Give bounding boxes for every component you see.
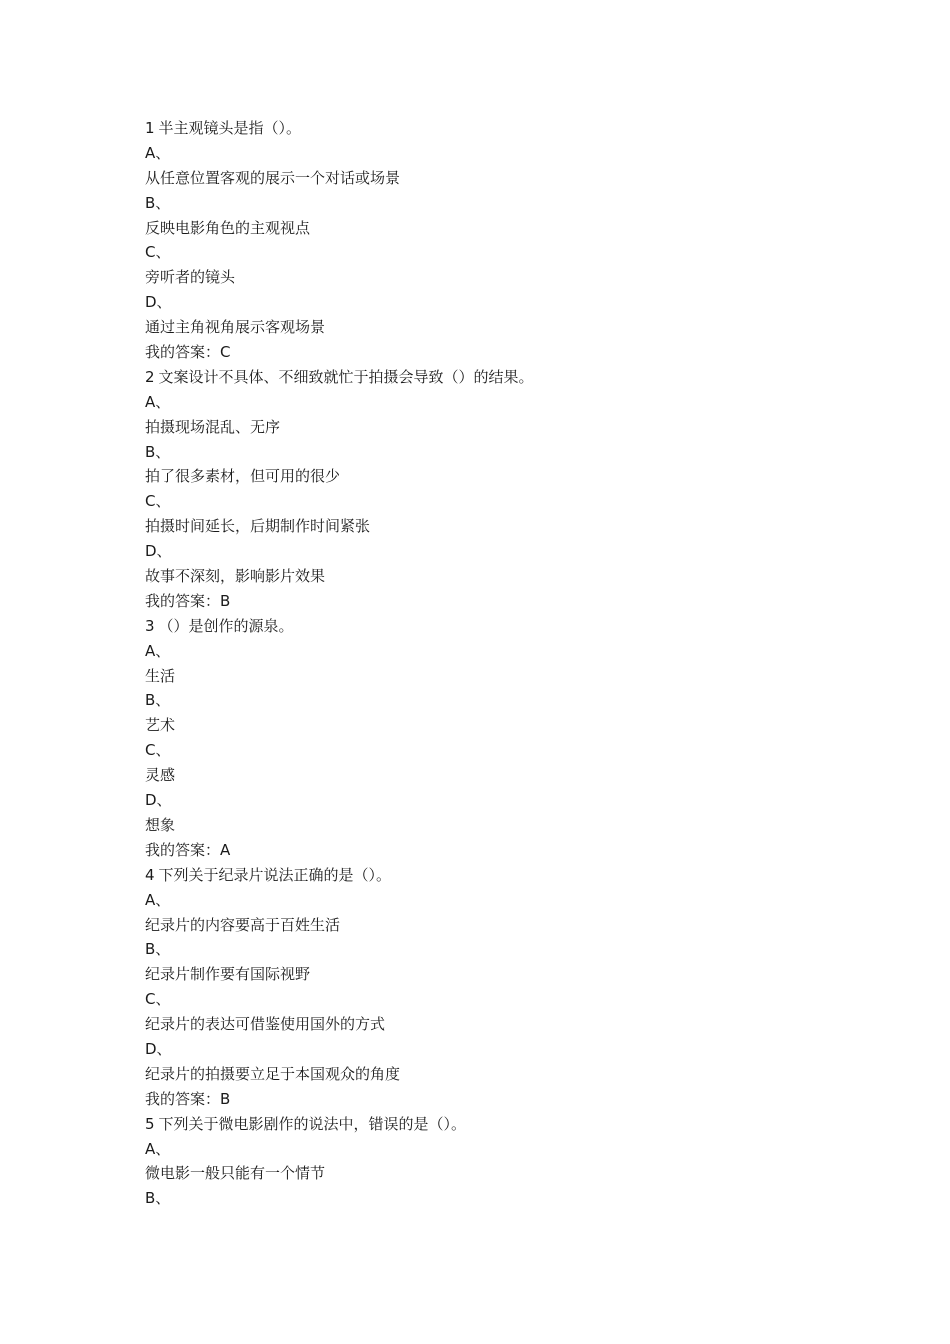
my-answer: 我的答案：B xyxy=(145,1089,231,1108)
option-letter: D、 xyxy=(145,293,172,312)
option-letter: D、 xyxy=(145,791,172,810)
option-text: 生活 xyxy=(145,666,176,685)
question-text: （）是创作的源泉。 xyxy=(158,616,294,635)
option-letter: B、 xyxy=(145,193,171,212)
question-text: 下列关于纪录片说法正确的是（）。 xyxy=(158,865,392,884)
option-letter: A、 xyxy=(145,1139,171,1158)
question-stem xyxy=(145,863,845,888)
option-letter: A、 xyxy=(145,641,171,660)
option-text: 艺术 xyxy=(145,716,176,735)
option-text: 灵感 xyxy=(145,766,176,785)
option-text: 纪录片的内容要高于百姓生活 xyxy=(145,915,341,934)
option-letter: A、 xyxy=(145,143,171,162)
option-letter: C、 xyxy=(145,990,171,1009)
option-text: 想象 xyxy=(145,815,176,834)
option-letter: B、 xyxy=(145,1189,171,1208)
my-answer: 我的答案：C xyxy=(145,343,231,362)
option-text: 拍摄时间延长，后期制作时间紧张 xyxy=(145,517,371,536)
option-text: 纪录片的拍摄要立足于本国观众的角度 xyxy=(145,1064,401,1083)
my-answer: 我的答案：A xyxy=(145,840,231,859)
option-letter: B、 xyxy=(145,442,171,461)
option-letter: C、 xyxy=(145,741,171,760)
option-letter: B、 xyxy=(145,691,171,710)
option-text: 拍摄现场混乱、无序 xyxy=(145,417,281,436)
option-text: 旁听者的镜头 xyxy=(145,268,236,287)
question-stem xyxy=(145,1112,845,1137)
option-text: 纪录片制作要有国际视野 xyxy=(145,965,311,984)
question-stem xyxy=(145,614,845,639)
option-letter: D、 xyxy=(145,542,172,561)
option-letter: C、 xyxy=(145,492,171,511)
option-letter: A、 xyxy=(145,392,171,411)
option-text: 拍了很多素材，但可用的很少 xyxy=(145,467,341,486)
option-letter: B、 xyxy=(145,940,171,959)
question-number: 3 xyxy=(145,616,155,635)
option-text: 从任意位置客观的展示一个对话或场景 xyxy=(145,168,401,187)
my-answer: 我的答案：B xyxy=(145,591,231,610)
question-list xyxy=(145,116,845,1211)
option-text: 故事不深刻，影响影片效果 xyxy=(145,567,326,586)
question-text: 下列关于微电影剧作的说法中，错误的是（）。 xyxy=(158,1114,467,1133)
question-stem xyxy=(145,365,845,390)
question-number: 2 xyxy=(145,367,155,386)
option-text: 反映电影角色的主观视点 xyxy=(145,218,311,237)
question-number: 5 xyxy=(145,1114,155,1133)
option-text: 通过主角视角展示客观场景 xyxy=(145,318,326,337)
option-letter: D、 xyxy=(145,1039,172,1058)
question-text: 文案设计不具体、不细致就忙于拍摄会导致（）的结果。 xyxy=(158,367,534,386)
option-text: 微电影一般只能有一个情节 xyxy=(145,1164,326,1183)
option-letter: C、 xyxy=(145,243,171,262)
option-letter: A、 xyxy=(145,890,171,909)
question-number: 4 xyxy=(145,865,155,884)
question-number: 1 xyxy=(145,119,155,137)
question-stem xyxy=(145,116,845,141)
option-text: 纪录片的表达可借鉴使用国外的方式 xyxy=(145,1015,386,1034)
question-text: 半主观镜头是指（）。 xyxy=(158,119,302,137)
